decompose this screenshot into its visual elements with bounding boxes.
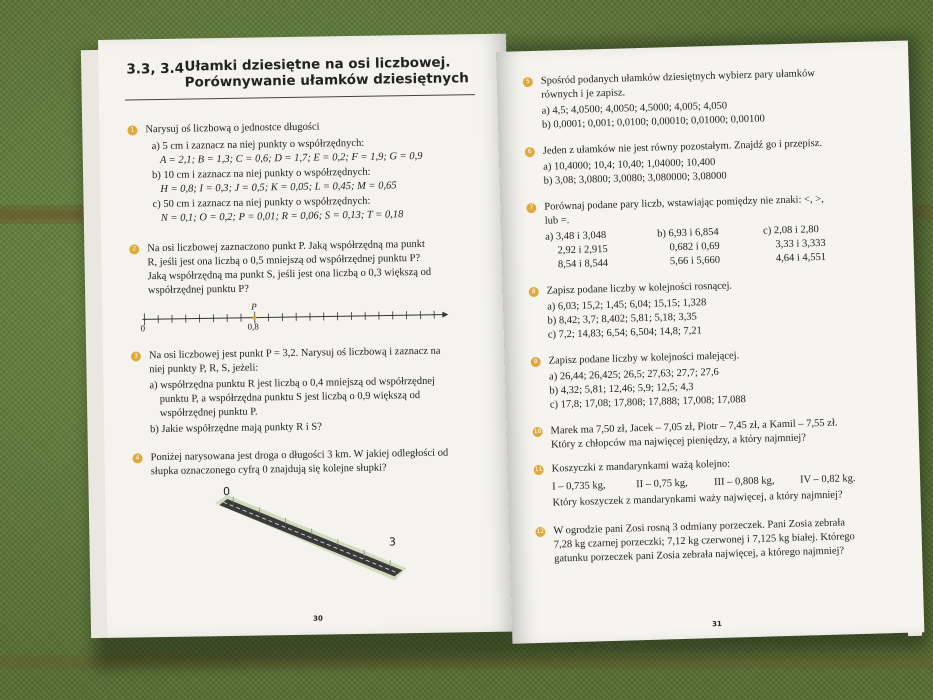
ex11-basket-3: III – 0,808 kg, xyxy=(713,475,775,489)
ex3-a1: a) współrzędna punktu R jest liczbą o 0,4 mniejszą od współrzędnej xyxy=(149,375,435,392)
ex7-line2: lub =. xyxy=(544,215,570,227)
ex4-line2: słupka oznaczonego cyfrą 0 znajdują się kolejne słupki? xyxy=(150,462,387,478)
axis-label-p: P xyxy=(251,301,257,312)
exercise-8-badge: 8 xyxy=(529,287,539,297)
axis-label-0: 0 xyxy=(140,323,146,334)
ex11-basket-2: II – 0,75 kg, xyxy=(635,477,688,491)
ex7-c2: 3,33 i 3,333 xyxy=(775,237,826,251)
axis-label-08: 0,8 xyxy=(247,321,259,332)
ex7-line1: Porównaj podane pary liczb, wstawiając pomiędzy nie znaki: <, >, xyxy=(544,193,824,213)
ex8-a: a) 6,03; 15,2; 1,45; 6,04; 15,15; 1,328 xyxy=(546,297,707,313)
ex6-b: b) 3,08; 3,0800; 3,0080; 3,080000; 3,08000 xyxy=(543,170,727,187)
ex6-line1: Jeden z ułamków nie jest równy pozostałym. Znajdź go i przepisz. xyxy=(542,137,823,157)
ex5-a: a) 4,5; 4,0500; 4,0050; 4,5000; 4,005; 4,050 xyxy=(541,100,728,117)
ex11-line2: Który koszyczek z mandarynkami waży najwięcej, a który najmniej? xyxy=(552,489,843,509)
ex1-a1: a) 5 cm i zaznacz na niej punkty o współrzędnych: xyxy=(151,137,365,153)
ex4-line1: Poniżej narysowana jest droga o długości 3 km. W jakiej odległości od xyxy=(150,447,449,464)
ex2-line1: Na osi liczbowej zaznaczono punkt P. Jaką współrzędną ma punkt xyxy=(147,238,425,255)
ex7-c1: c) 2,08 i 2,80 xyxy=(762,224,819,237)
exercise-2-badge: 2 xyxy=(129,244,139,254)
ex8-c: c) 7,2; 14,83; 6,54; 6,504; 14,8; 7,21 xyxy=(547,325,703,341)
left-page xyxy=(98,34,515,638)
section-number: 3.3, 3.4 xyxy=(126,60,185,78)
exercise-7-badge: 7 xyxy=(526,203,536,213)
ex1-c2: N = 0,1; O = 0,2; P = 0,01; R = 0,06; S = 0,13; T = 0,18 xyxy=(160,209,404,225)
road-label-0: 0 xyxy=(223,484,231,499)
ex9-line1: Zapisz podane liczby w kolejności malejącej. xyxy=(548,350,740,367)
ex9-c: c) 17,8; 17,08; 17,808; 17,888; 17,008; 17,088 xyxy=(549,394,746,411)
ex8-b: b) 8,42; 3,7; 8,402; 5,81; 5,18; 3,35 xyxy=(547,311,697,327)
road-label-3: 3 xyxy=(388,535,397,549)
number-line xyxy=(142,296,452,331)
ex7-b3: 5,66 i 5,660 xyxy=(669,254,721,268)
exercise-3-badge: 3 xyxy=(131,351,141,361)
ex12-line3: gatunku porzeczek pani Zosia zebrała najwięcej, a którego najmniej? xyxy=(554,545,845,565)
exercise-6-badge: 6 xyxy=(525,147,535,157)
ex8-line1: Zapisz podane liczby w kolejności rosnącej. xyxy=(546,280,733,297)
page-number-right: 31 xyxy=(711,619,722,629)
section-title-line1: Ułamki dziesiętne na osi liczbowej. xyxy=(184,54,451,75)
ex7-a3: 8,54 i 8,544 xyxy=(557,257,609,271)
ex11-basket-4: IV – 0,82 kg. xyxy=(799,473,856,486)
ex2-line4: współrzędnej punktu P? xyxy=(147,283,249,297)
ex7-c3: 4,64 i 4,551 xyxy=(775,251,827,265)
section-title-line2: Porównywanie ułamków dziesiętnych xyxy=(184,70,469,91)
exercise-11-badge: 11 xyxy=(534,465,544,475)
exercise-10-badge: 10 xyxy=(532,427,542,437)
ex7-a2: 2,92 i 2,915 xyxy=(557,243,608,257)
right-page xyxy=(496,40,924,643)
point-p-marker xyxy=(252,316,256,320)
ex3-line1: Na osi liczbowej jest punkt P = 3,2. Narysuj oś liczbową i zaznacz na xyxy=(148,345,441,362)
title-rule xyxy=(125,94,475,100)
ex3-b1: b) Jakie współrzędne mają punkty R i S? xyxy=(150,421,322,436)
ex3-line2: niej punkty P, R, S, jeżeli: xyxy=(149,362,259,376)
ex10-line1: Marek ma 7,50 zł, Jacek – 7,05 zł, Piotr – 7,45 zł, a Kamil – 7,55 zł. xyxy=(550,417,838,437)
exercise-4-badge: 4 xyxy=(132,453,142,463)
ex11-line1: Koszyczki z mandarynkami ważą kolejno: xyxy=(551,458,731,475)
ex2-line2: R, jeśli jest ona liczbą o 0,5 mniejszą od współrzędnej punktu P? xyxy=(147,252,421,269)
ex12-line2: 7,28 kg czarnej porzeczki; 7,12 kg czerwonej i 7,125 kg białej. Którego xyxy=(553,531,856,551)
ex1-b2: H = 0,8; I = 0,3; J = 0,5; K = 0,05; L = 0,45; M = 0,65 xyxy=(160,180,397,196)
ex7-b2: 0,682 i 0,69 xyxy=(669,240,720,254)
exercise-9-badge: 9 xyxy=(531,357,541,367)
exercise-1-badge: 1 xyxy=(127,125,137,135)
ex5-line2: równych i je zapisz. xyxy=(541,87,626,101)
exercise-5-badge: 5 xyxy=(523,77,533,87)
exercise-12-badge: 12 xyxy=(535,527,545,537)
ex1-text: Narysuj oś liczbową o jednostce długości xyxy=(145,121,320,136)
ex2-line3: Jaką współrzędną ma punkt S, jeśli jest ona liczbą o 0,3 większą od xyxy=(147,266,432,283)
ex5-line1: Spośród podanych ułamków dziesiętnych wybierz pary ułamków xyxy=(540,68,815,87)
page-number-left: 30 xyxy=(313,614,323,623)
ex1-a2: A = 2,1; B = 1,3; C = 0,6; D = 1,7; E = 0,2; F = 1,9; G = 0,9 xyxy=(159,150,423,167)
ex5-b: b) 0,0001; 0,001; 0,0100; 0,00010; 0,01000; 0,00100 xyxy=(541,113,765,131)
ex3-a3: współrzędnej punktu P. xyxy=(159,406,258,420)
ex9-a: a) 26,44; 26,425; 26,5; 27,63; 27,7; 27,6 xyxy=(548,366,719,383)
ex7-a1: a) 3,48 i 3,048 xyxy=(545,229,607,243)
ex12-line1: W ogrodzie pani Zosi rosną 3 odmiany porzeczek. Pani Zosia zebrała xyxy=(553,517,846,537)
ex11-basket-1: I – 0,735 kg, xyxy=(552,480,606,493)
road-illustration xyxy=(215,490,417,593)
ex6-a: a) 10,4000; 10,4; 10,40; 1,04000; 10,400 xyxy=(543,156,716,173)
ex9-b: b) 4,32; 5,81; 12,46; 5,9; 12,5; 4,3 xyxy=(549,381,694,397)
ex10-line2: Który z chłopców ma najwięcej pieniędzy, a który najmniej? xyxy=(550,432,807,451)
ex1-b1: b) 10 cm i zaznacz na niej punkty o współrzędnych: xyxy=(152,166,371,182)
ex1-c1: c) 50 cm i zaznacz na niej punkty o współrzędnych: xyxy=(152,195,371,211)
ex3-a2: punktu P, a współrzędna punktu S jest liczbą o 0,9 większą od xyxy=(159,389,421,406)
ex7-b1: b) 6,93 i 6,854 xyxy=(656,226,719,240)
